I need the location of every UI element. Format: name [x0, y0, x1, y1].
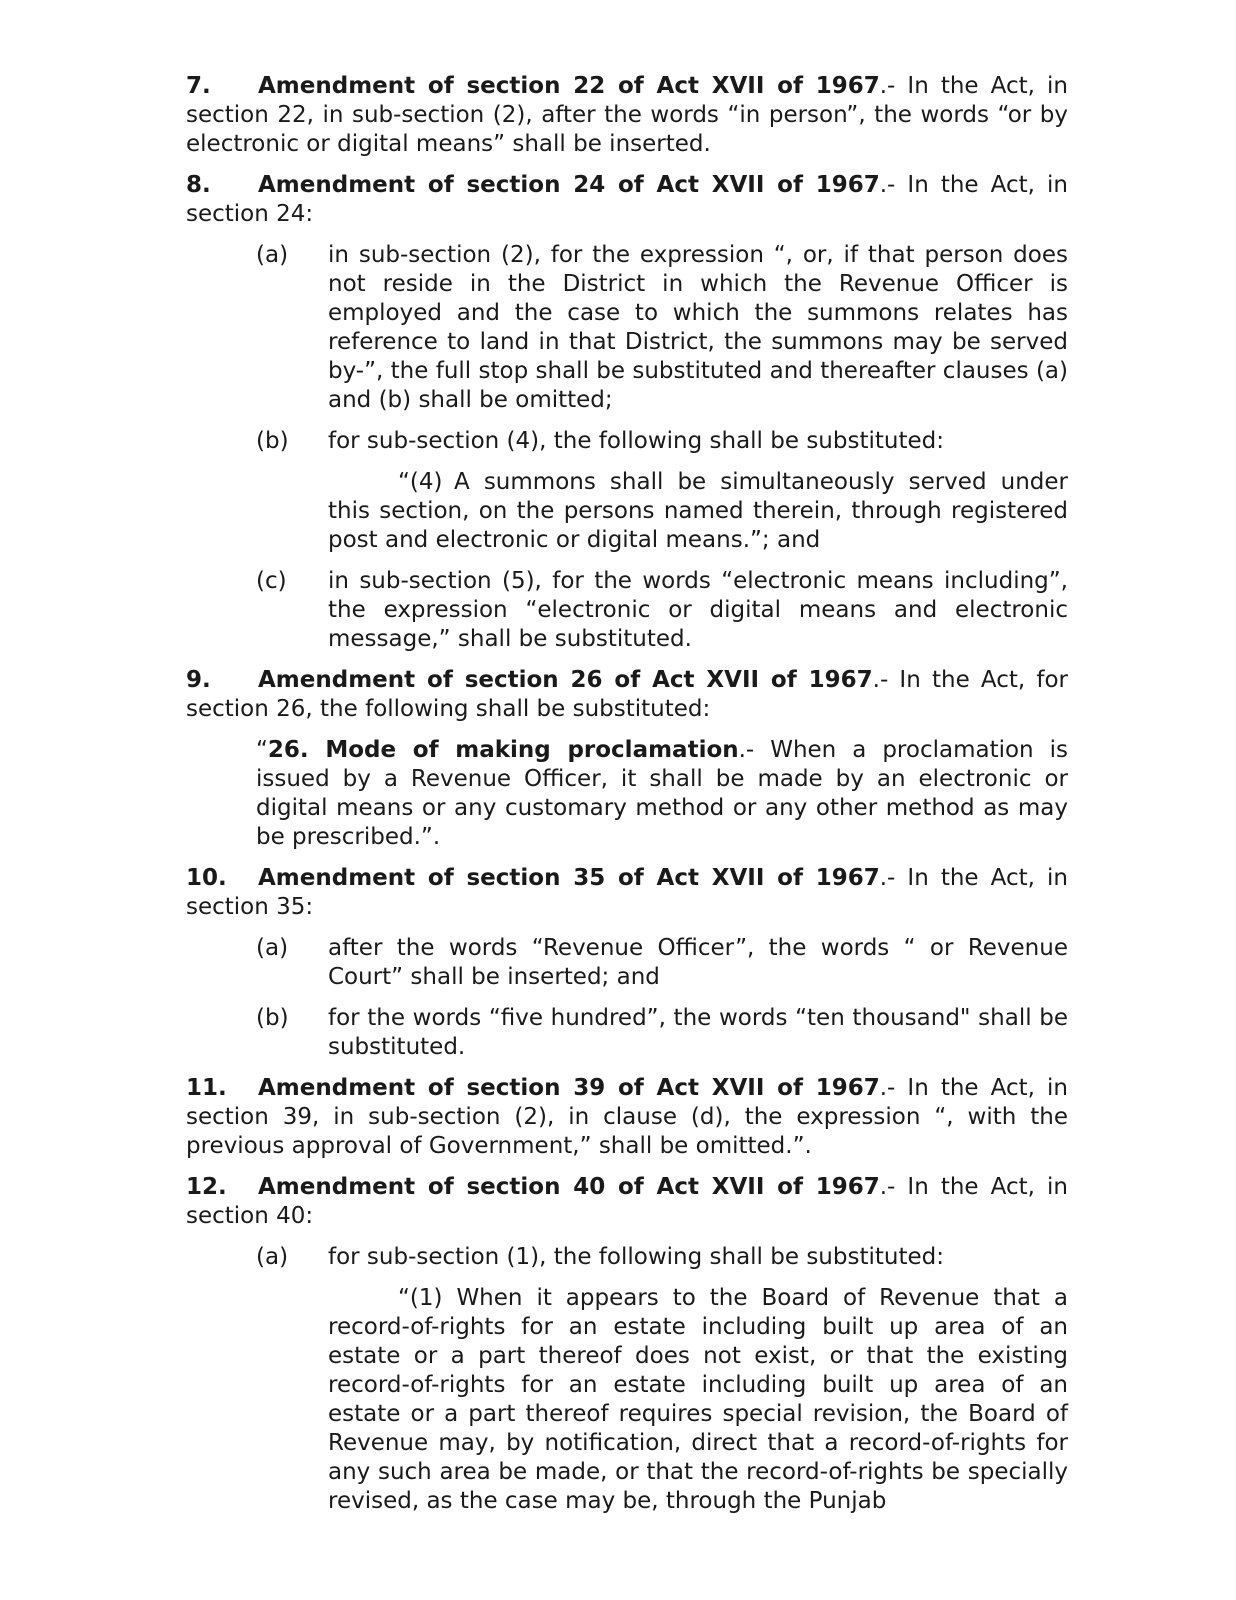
- section-title: Amendment of section 22 of Act XVII of 1967: [258, 73, 880, 99]
- section-text: .- In the Act, in section 35:: [186, 865, 1068, 920]
- clause-label: (a): [256, 935, 289, 961]
- clause-body: [328, 427, 1068, 555]
- clause-body: [328, 1243, 1068, 1516]
- substituted-text: [328, 1284, 1068, 1516]
- section-number: 12.: [186, 1174, 227, 1200]
- section-text: .- In the Act, for section 26, the following shall be substituted:: [186, 667, 1068, 722]
- clause-text: in sub-section (2), for the expression “, or, if that person does not reside in the District in which the Revenue Officer is employed and the case to which the summons relates has reference to land in that District, the summons may be served by-”, the full stop shall be substituted and thereafter clauses (a) and (b) shall be omitted;: [328, 242, 1068, 413]
- clause-a: [256, 934, 1068, 992]
- section-number: 11.: [186, 1075, 227, 1101]
- section-number: 10.: [186, 865, 227, 891]
- section-11-heading: [186, 1074, 1068, 1161]
- clause-label: (b): [256, 1005, 289, 1031]
- section-11: [186, 1074, 1068, 1161]
- section-8: [186, 171, 1068, 654]
- clause-label: (c): [256, 568, 287, 594]
- section-text: .- In the Act, in section 39, in sub-section (2), in clause (d), the expression “, with the previous approval of Government,” shall be omitted.”.: [186, 1075, 1068, 1159]
- clause-text: for the words “five hundred”, the words “ten thousand" shall be substituted.: [328, 1005, 1068, 1060]
- section-title: Amendment of section 26 of Act XVII of 1967: [258, 667, 873, 693]
- open-quote: “: [256, 737, 268, 763]
- section-10-heading: [186, 864, 1068, 922]
- section-title: Amendment of section 40 of Act XVII of 1967: [258, 1174, 880, 1200]
- clause-a: [256, 1243, 1068, 1516]
- section-title: Amendment of section 24 of Act XVII of 1967: [258, 172, 880, 198]
- section-number: 9.: [186, 667, 211, 693]
- quoted-subsection: “(4) A summons shall be simultaneously served under this section, on the persons named therein, through registered post and electronic or digital means.”; and: [328, 469, 1068, 553]
- clause-label: (a): [256, 1244, 289, 1270]
- section-number: 7.: [186, 73, 211, 99]
- clause-label: (b): [256, 428, 289, 454]
- section-10: [186, 864, 1068, 1062]
- clause-text: after the words “Revenue Officer”, the words “ or Revenue Court” shall be inserted; and: [328, 935, 1068, 990]
- section-9-heading: [186, 666, 1068, 724]
- section-7-heading: [186, 72, 1068, 159]
- clause-a: [256, 241, 1068, 415]
- section-12-heading: [186, 1173, 1068, 1231]
- section-title: Amendment of section 35 of Act XVII of 1967: [258, 865, 880, 891]
- section-text: .- In the Act, in section 40:: [186, 1174, 1068, 1229]
- section-8-heading: [186, 171, 1068, 229]
- substituted-section-26: [256, 736, 1068, 852]
- document-page: [186, 72, 1068, 1528]
- substituted-section-title: 26. Mode of making proclamation: [267, 737, 739, 763]
- substituted-section-text: .- When a proclamation is issued by a Revenue Officer, it shall be made by an electronic or digital means or any customary method or any other method as may be prescribed.”.: [256, 737, 1068, 850]
- clause-text: for sub-section (4), the following shall be substituted:: [328, 428, 944, 454]
- section-9: [186, 666, 1068, 852]
- section-title: Amendment of section 39 of Act XVII of 1967: [258, 1075, 880, 1101]
- clause-text: for sub-section (1), the following shall be substituted:: [328, 1244, 944, 1270]
- section-text: .- In the Act, in section 22, in sub-section (2), after the words “in person”, the words “or by electronic or digital means” shall be inserted.: [186, 73, 1068, 157]
- section-12: [186, 1173, 1068, 1516]
- section-7: [186, 72, 1068, 159]
- quoted-subsection: “(1) When it appears to the Board of Revenue that a record-of-rights for an estate including built up area of an estate or a part thereof does not exist, or that the existing record-of-rights for an estate including built up area of an estate or a part thereof requires special revision, the Board of Revenue may, by notification, direct that a record-of-rights for any such area be made, or that the record-of-rights be specially revised, as the case may be, through the Punjab: [328, 1285, 1068, 1514]
- clause-b: [256, 427, 1068, 555]
- clause-c: [256, 567, 1068, 654]
- section-number: 8.: [186, 172, 211, 198]
- clause-b: [256, 1004, 1068, 1062]
- clause-label: (a): [256, 242, 289, 268]
- substituted-text: [328, 468, 1068, 555]
- clause-text: in sub-section (5), for the words “electronic means including”, the expression “electronic or digital means and electronic message,” shall be substituted.: [328, 568, 1068, 652]
- section-text: .- In the Act, in section 24:: [186, 172, 1068, 227]
